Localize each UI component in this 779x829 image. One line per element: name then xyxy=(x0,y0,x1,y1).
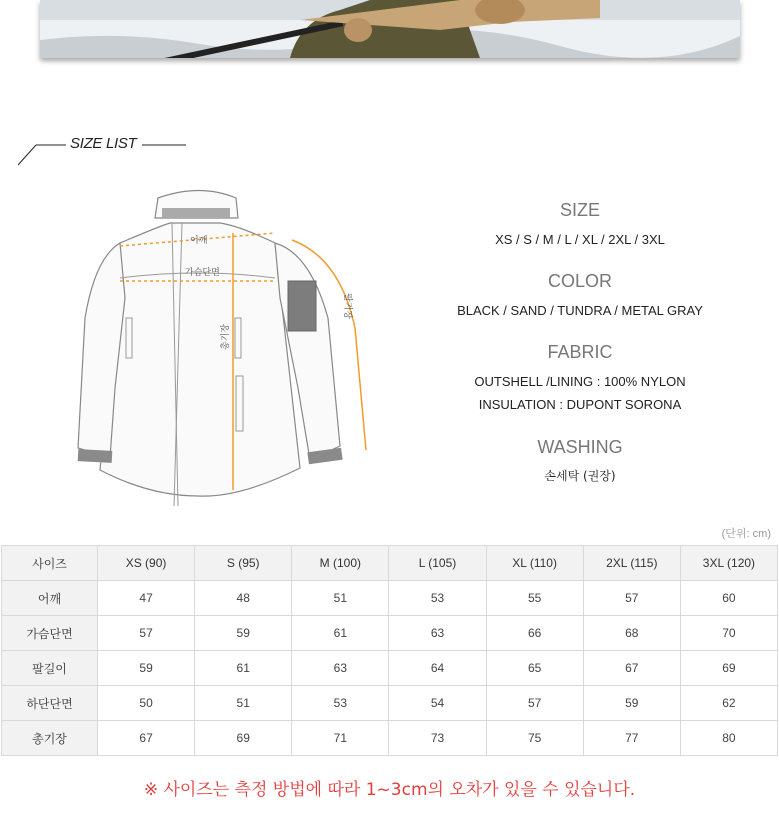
table-cell: 59 xyxy=(583,686,680,721)
size-list-title: SIZE LIST xyxy=(70,135,137,152)
table-cell: 59 xyxy=(98,651,195,686)
spec-washing-heading: WASHING xyxy=(537,437,623,457)
table-cell: 77 xyxy=(583,721,680,756)
table-cell: 60 xyxy=(680,581,777,616)
table-cell: 63 xyxy=(292,651,389,686)
table-cell: 47 xyxy=(98,581,195,616)
table-cell: 62 xyxy=(680,686,777,721)
table-cell: 67 xyxy=(98,721,195,756)
table-cell: 51 xyxy=(292,581,389,616)
table-cell: 80 xyxy=(680,721,777,756)
table-cell: 57 xyxy=(583,581,680,616)
table-header-row xyxy=(2,546,778,581)
table-cell: 61 xyxy=(195,651,292,686)
header-cell: 사이즈 xyxy=(2,546,98,581)
table-cell: 64 xyxy=(389,651,486,686)
header-cell: L (105) xyxy=(389,546,486,581)
table-cell: 57 xyxy=(98,616,195,651)
table-cell: 73 xyxy=(389,721,486,756)
table-row xyxy=(2,721,778,756)
table-cell: 53 xyxy=(389,581,486,616)
jacket-size-diagram xyxy=(70,178,370,513)
table-cell: 48 xyxy=(195,581,292,616)
header-cell: 2XL (115) xyxy=(583,546,680,581)
table-cell: 51 xyxy=(195,686,292,721)
row-label: 어깨 xyxy=(2,581,98,616)
spec-size xyxy=(420,200,740,251)
table-cell: 59 xyxy=(195,616,292,651)
spec-fabric-value2: INSULATION : DUPONT SORONA xyxy=(478,397,682,412)
spec-color-value: BLACK / SAND / TUNDRA / METAL GRAY xyxy=(457,303,703,318)
table-row xyxy=(2,686,778,721)
table-cell: 69 xyxy=(680,651,777,686)
header-cell: XL (110) xyxy=(486,546,583,581)
table-cell: 66 xyxy=(486,616,583,651)
table-cell: 50 xyxy=(98,686,195,721)
header-cell: S (95) xyxy=(195,546,292,581)
size-list-heading xyxy=(18,132,218,172)
spec-fabric-value1: OUTSHELL /LINING : 100% NYLON xyxy=(474,374,686,389)
header-cell: XS (90) xyxy=(98,546,195,581)
row-label: 총기장 xyxy=(2,721,98,756)
spec-color xyxy=(420,271,740,322)
label-sleeve: 팔기장 xyxy=(342,293,352,320)
table-cell: 53 xyxy=(292,686,389,721)
row-label: 팔길이 xyxy=(2,651,98,686)
spec-size-heading: SIZE xyxy=(559,200,600,220)
table-cell: 65 xyxy=(486,651,583,686)
spec-color-heading: COLOR xyxy=(547,271,612,291)
table-row xyxy=(2,616,778,651)
table-cell: 69 xyxy=(195,721,292,756)
label-shoulder: 어깨 xyxy=(190,236,208,246)
table-cell: 70 xyxy=(680,616,777,651)
row-label: 가슴단면 xyxy=(2,616,98,651)
unit-label: (단위: cm) xyxy=(721,528,771,540)
spec-fabric xyxy=(420,342,740,416)
spec-fabric-heading: FABRIC xyxy=(547,342,613,362)
spec-washing-value: 손세탁 (권장) xyxy=(544,469,616,483)
table-cell: 63 xyxy=(389,616,486,651)
size-notice: ※ 사이즈는 측정 방법에 따라 1~3cm의 오차가 있을 수 있습니다. xyxy=(143,780,636,800)
table-cell: 71 xyxy=(292,721,389,756)
table-cell: 54 xyxy=(389,686,486,721)
spec-size-value: XS / S / M / L / XL / 2XL / 3XL xyxy=(495,232,665,247)
table-row xyxy=(2,581,778,616)
table-cell: 55 xyxy=(486,581,583,616)
row-label: 하단단면 xyxy=(2,686,98,721)
product-photo xyxy=(40,0,740,58)
label-length: 총기장 xyxy=(221,323,231,350)
size-table xyxy=(1,545,778,756)
header-cell: M (100) xyxy=(292,546,389,581)
table-cell: 75 xyxy=(486,721,583,756)
table-cell: 68 xyxy=(583,616,680,651)
table-cell: 61 xyxy=(292,616,389,651)
table-cell: 67 xyxy=(583,651,680,686)
table-row xyxy=(2,651,778,686)
label-chest: 가슴단면 xyxy=(185,268,220,278)
header-cell: 3XL (120) xyxy=(680,546,777,581)
spec-washing xyxy=(420,437,740,488)
table-cell: 57 xyxy=(486,686,583,721)
